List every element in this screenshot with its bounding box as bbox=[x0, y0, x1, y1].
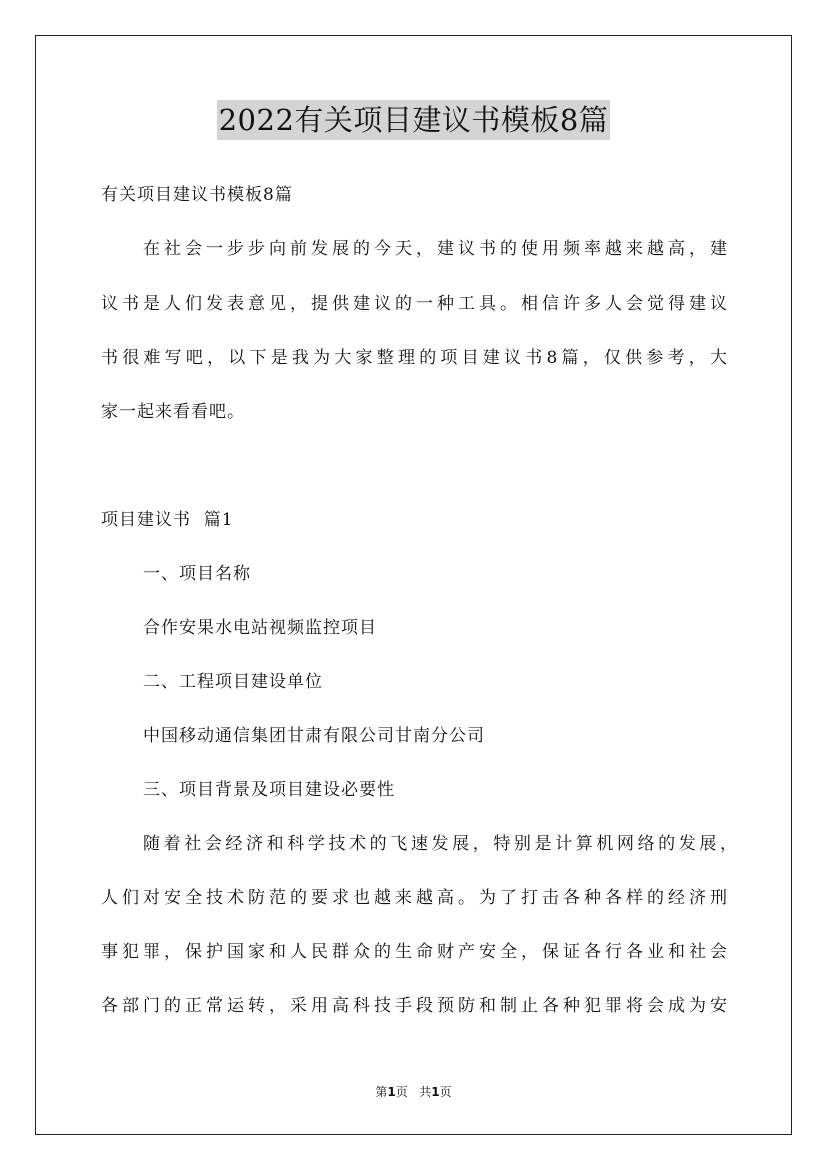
intro-line: 书很难写吧，以下是我为大家整理的项目建议书8篇，仅供参考，大 bbox=[101, 348, 727, 368]
item-line: 合作安果水电站视频监控项目 bbox=[143, 618, 377, 638]
body-line: 各部门的正常运转，采用高科技手段预防和制止各种犯罪将会成为安 bbox=[101, 996, 727, 1016]
footer-page-suffix: 页 bbox=[395, 1085, 408, 1099]
page-footer bbox=[0, 1084, 827, 1100]
intro-line: 家一起来看看吧。 bbox=[101, 402, 245, 422]
footer-page-prefix: 第 bbox=[375, 1085, 388, 1099]
intro-line: 议书是人们发表意见，提供建议的一种工具。相信许多人会觉得建议 bbox=[101, 294, 727, 314]
body-line: 事犯罪，保护国家和人民群众的生命财产安全，保证各行各业和社会 bbox=[101, 942, 727, 962]
intro-line: 在社会一步步向前发展的今天，建议书的使用频率越来越高，建 bbox=[143, 239, 727, 259]
footer-total-prefix: 共 bbox=[419, 1085, 432, 1099]
item-line: 一、项目名称 bbox=[143, 564, 251, 584]
title-container bbox=[0, 100, 827, 140]
section-heading: 项目建议书 篇1 bbox=[101, 510, 234, 530]
item-line: 二、工程项目建设单位 bbox=[143, 672, 323, 692]
body-line: 随着社会经济和科学技术的飞速发展，特别是计算机网络的发展， bbox=[143, 834, 737, 854]
document-title: 2022有关项目建议书模板8篇 bbox=[217, 100, 611, 140]
item-line: 中国移动通信集团甘肃有限公司甘南分公司 bbox=[143, 726, 485, 746]
body-line: 人们对安全技术防范的要求也越来越高。为了打击各种各样的经济刑 bbox=[101, 888, 727, 908]
footer-total-number: 1 bbox=[431, 1085, 440, 1099]
document-subtitle: 有关项目建议书模板8篇 bbox=[101, 185, 293, 205]
footer-page-number: 1 bbox=[387, 1085, 396, 1099]
footer-total-suffix: 页 bbox=[439, 1085, 452, 1099]
item-line: 三、项目背景及项目建设必要性 bbox=[143, 780, 395, 800]
